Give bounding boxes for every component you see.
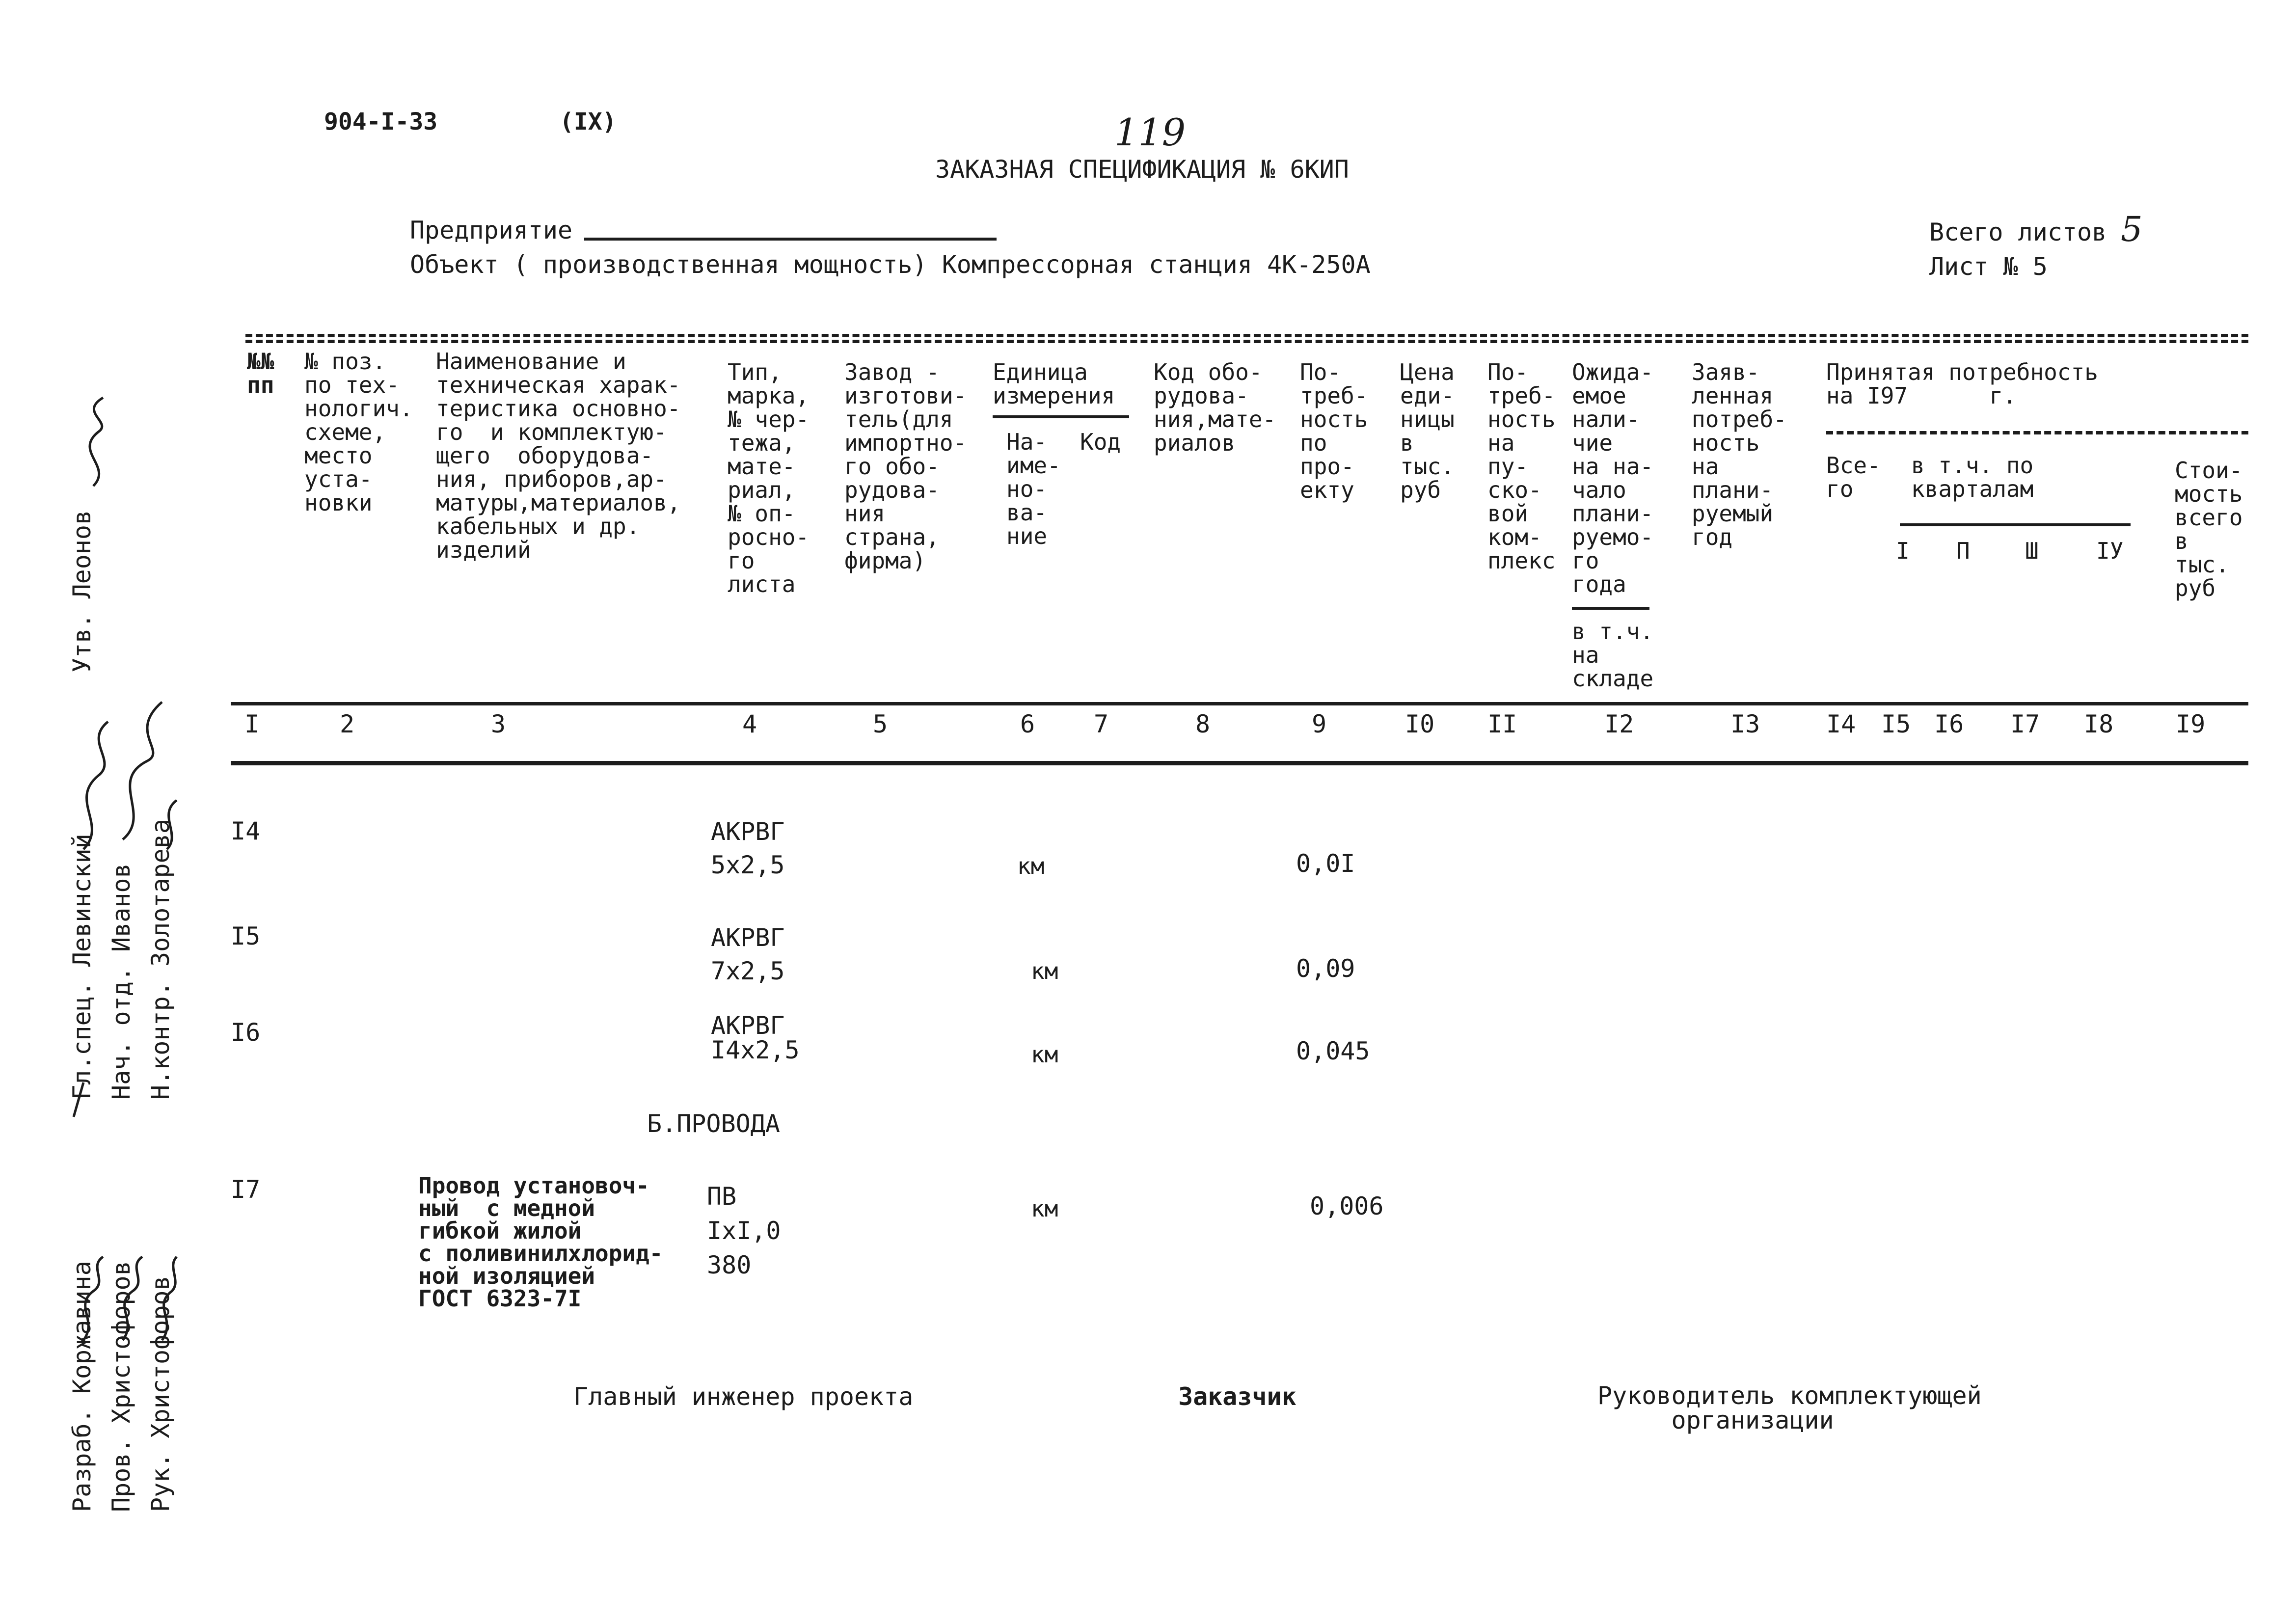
unit-divider bbox=[993, 415, 1129, 418]
expected-divider bbox=[1572, 607, 1649, 610]
row-number: I4 bbox=[231, 817, 261, 845]
row-number: I7 bbox=[231, 1175, 261, 1204]
row-need: 0,045 bbox=[1296, 1037, 1370, 1065]
row-unit: км bbox=[1031, 1041, 1058, 1068]
row-type: АКРВГ I4х2,5 bbox=[711, 1011, 800, 1064]
column-number: I4 bbox=[1826, 710, 1856, 738]
doc-code: 904-I-33 bbox=[324, 108, 438, 135]
col-header-expected: Ожида- емое нали- чие на на- чало плани- руемо- го года bbox=[1572, 359, 1654, 597]
column-number: 4 bbox=[742, 710, 757, 738]
column-number: I6 bbox=[1934, 710, 1964, 738]
row-type: ПВ IхI,0 380 bbox=[707, 1182, 781, 1279]
total-sheets-label: Всего листов bbox=[1929, 218, 2107, 246]
col-header-type: Тип, марка, № чер- тежа, мате- риал, № оп- росно- го листа bbox=[728, 359, 810, 597]
signature-mark-approved bbox=[69, 393, 118, 491]
margin-approved: Утв. Леонов bbox=[68, 510, 96, 673]
row-need: 0,09 bbox=[1296, 954, 1355, 983]
col-header-total: Все- го bbox=[1826, 452, 1881, 502]
margin-bracket bbox=[69, 1080, 88, 1119]
quarter-4: IУ bbox=[2096, 538, 2124, 564]
quarters-divider bbox=[1900, 523, 2131, 526]
col-header-need-startup: По- треб- ность на пу- ско- вой ком- плекс bbox=[1487, 359, 1556, 574]
section-title: Б.ПРОВОДА bbox=[647, 1109, 780, 1138]
quarter-1: I bbox=[1896, 538, 1910, 564]
col-header-cost: Стои- мость всего в тыс. руб bbox=[2175, 457, 2243, 601]
row-name: Провод установоч- ный с медной гибкой жилой с поливинилхлорид- ной изоляцией ГОСТ 6323-7I bbox=[418, 1172, 663, 1312]
accepted-divider bbox=[1826, 431, 2248, 434]
col-header-equipment-code: Код обо- рудова- ния,мате- риалов bbox=[1154, 359, 1276, 456]
margin-norm-control: Н.контр. Золотарева bbox=[146, 819, 175, 1100]
margin-head: Рук. Христофоров bbox=[146, 1275, 175, 1512]
column-number: I3 bbox=[1730, 710, 1760, 738]
col-header-position: № поз. по тех- нологич. схеме, место уста- новки bbox=[304, 348, 413, 516]
supplier-head-label: Руководитель комплектующей организации bbox=[1597, 1381, 1982, 1434]
col-header-unit-name: На- име- но- ва- ние bbox=[1006, 429, 1061, 549]
signature-marks-lower bbox=[69, 1144, 182, 1350]
col-header-unit-code: Код bbox=[1080, 429, 1121, 455]
column-number: I0 bbox=[1405, 710, 1435, 738]
column-number: 2 bbox=[340, 710, 355, 738]
column-number: I bbox=[244, 710, 260, 738]
page-title: ЗАКАЗНАЯ СПЕЦИФИКАЦИЯ № 6КИП bbox=[935, 155, 1349, 184]
col-header-by-quarters: в т.ч. по кварталам bbox=[1911, 452, 2034, 502]
row-unit: км bbox=[1031, 958, 1058, 984]
column-number: I8 bbox=[2084, 710, 2114, 738]
col-header-declared: Заяв- ленная потреб- ность на плани- руемый год bbox=[1692, 359, 1787, 550]
row-need: 0,0I bbox=[1296, 849, 1355, 878]
column-number: I5 bbox=[1881, 710, 1911, 738]
col-header-manufacturer: Завод - изготови- тель(для импортно- го обо- рудова- ния страна, фирма) bbox=[844, 359, 967, 574]
enterprise-label: Предприятие bbox=[410, 216, 573, 244]
sheet-number-handwritten: 119 bbox=[1114, 110, 1186, 154]
col-header-accepted: Принятая потребность на I97 г. bbox=[1826, 359, 2098, 409]
col-header-name: Наименование и техническая харак- теристика основно- го и комплектую- щего оборудова- ния, приборов,ар- матуры,материалов, кабельных и др. изделий bbox=[436, 348, 681, 563]
signature-marks-middle bbox=[69, 653, 182, 854]
quarter-3: Ш bbox=[2025, 538, 2039, 564]
quarter-2: П bbox=[1956, 538, 1970, 564]
col-header-unit-price: Цена еди- ницы в тыс. руб bbox=[1400, 359, 1455, 503]
column-number: 5 bbox=[873, 710, 888, 738]
row-number: I6 bbox=[231, 1018, 261, 1047]
column-number: 3 bbox=[491, 710, 506, 738]
chief-engineer-label: Главный инженер проекта bbox=[573, 1382, 914, 1411]
margin-dept-head: Нач. отд. Иванов bbox=[107, 863, 135, 1100]
column-number: 7 bbox=[1094, 710, 1109, 738]
column-number-bottom-line bbox=[231, 761, 2248, 765]
column-number: II bbox=[1487, 710, 1517, 738]
album-number: (IX) bbox=[560, 108, 617, 135]
row-type: АКРВГ 5х2,5 bbox=[711, 817, 785, 879]
column-number-top-line bbox=[231, 702, 2248, 705]
enterprise-fill-line bbox=[584, 238, 997, 241]
column-number: 9 bbox=[1312, 710, 1327, 738]
row-number: I5 bbox=[231, 922, 261, 950]
margin-checker: Пров. Христофоров bbox=[107, 1261, 135, 1512]
column-number: I2 bbox=[1604, 710, 1634, 738]
column-number: 8 bbox=[1195, 710, 1211, 738]
customer-label: Заказчик bbox=[1178, 1382, 1297, 1411]
col-header-unit: Единица измерения bbox=[993, 359, 1115, 409]
row-type: АКРВГ 7х2,5 bbox=[711, 923, 785, 985]
row-need: 0,006 bbox=[1310, 1192, 1384, 1220]
col-header-in-stock: в т.ч. на складе bbox=[1572, 618, 1654, 692]
column-number: I9 bbox=[2176, 710, 2206, 738]
total-sheets-value: 5 bbox=[2121, 209, 2143, 249]
row-unit: км bbox=[1017, 853, 1045, 879]
sheet-label: Лист № 5 bbox=[1929, 252, 2048, 281]
object-line: Объект ( производственная мощность) Компрессорная станция 4К-250А bbox=[410, 250, 1371, 279]
col-header-number: №№ пп bbox=[247, 348, 274, 398]
col-header-need-project: По- треб- ность по про- екту bbox=[1300, 359, 1368, 503]
margin-developer: Разраб. Коржавина bbox=[68, 1261, 96, 1512]
column-number: 6 bbox=[1020, 710, 1035, 738]
row-unit: км bbox=[1031, 1195, 1058, 1222]
column-number: I7 bbox=[2010, 710, 2040, 738]
margin-chief-specialist: Гл.спец. Левинский bbox=[68, 834, 96, 1100]
